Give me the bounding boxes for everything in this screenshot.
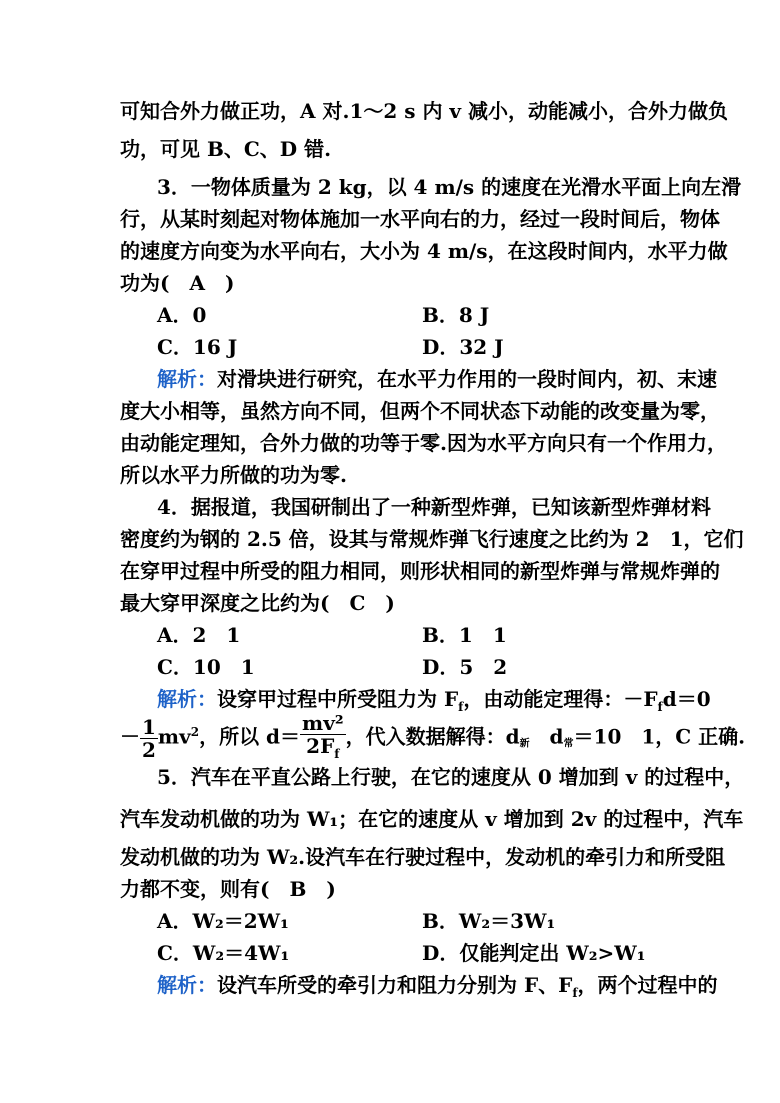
solution-text: d＝0: [662, 687, 711, 711]
option-c: C．10 1: [157, 655, 255, 679]
solution-label: 解析：: [157, 973, 217, 997]
solution-line: 所以水平力所做的功为零.: [120, 463, 347, 487]
fraction-numerator: mv²: [302, 710, 344, 735]
solution-text: mv: [157, 724, 191, 749]
subscript: f: [657, 700, 663, 714]
solution-line: [157, 364, 717, 394]
text-line: 功，可见 B、C、D 错.: [120, 137, 332, 161]
solution-text: －: [120, 724, 140, 749]
question-3-line: 功为( A ): [120, 271, 235, 295]
solution-text: 设穿甲过程中所受阻力为 F: [217, 687, 459, 711]
option-b: B．W₂＝3W₁: [422, 909, 556, 933]
subscript: f: [572, 986, 578, 1000]
solution-line: 由动能定理知，合外力做的功等于零.因为水平方向只有一个作用力，: [120, 431, 727, 455]
question-5-line: 5．汽车在平直公路上行驶，在它的速度从 0 增加到 v 的过程中，: [157, 765, 745, 789]
solution-text: ，代入数据解得：d: [345, 724, 520, 749]
solution-text: 对滑块进行研究，在水平力作用的一段时间内，初、末速: [217, 367, 717, 391]
question-5-line: 发动机做的功为 W₂.设汽车在行驶过程中，发动机的牵引力和所受阻: [120, 845, 726, 869]
fraction-denominator: $2F_f$: [306, 733, 340, 761]
solution-text: d: [529, 724, 564, 749]
question-3-line: 3．一物体质量为 2 kg，以 4 m/s 的速度在光滑水平面上向左滑: [157, 175, 742, 199]
question-4-line: 4．据报道，我国研制出了一种新型炸弹，已知该新型炸弹材料: [157, 495, 711, 519]
subscript: 新: [519, 738, 530, 750]
option-a: A．0: [157, 303, 207, 327]
question-4-line: 在穿甲过程中所受的阻力相同，则形状相同的新型炸弹与常规炸弹的: [120, 559, 720, 583]
question-4-line: 密度约为钢的 2.5 倍，设其与常规炸弹飞行速度之比约为 2 1，它们: [120, 527, 744, 551]
question-4-line: 最大穿甲深度之比约为( C ): [120, 591, 395, 615]
subscript: 常: [563, 738, 574, 750]
fraction-numerator: 1: [142, 714, 156, 739]
solution-text: ，所以 d＝: [199, 724, 301, 749]
fraction-denominator: 2: [142, 737, 156, 762]
fraction-half: [140, 716, 158, 761]
superscript: 2: [190, 725, 200, 739]
solution-label: 解析：: [157, 367, 217, 391]
option-a: A．2 1: [157, 623, 241, 647]
option-d: D．5 2: [422, 655, 508, 679]
option-b: B．8 J: [422, 303, 490, 327]
question-3-line: 的速度方向变为水平向右，大小为 4 m/s，在这段时间内，水平力做: [120, 239, 728, 263]
solution-text: ＝10 1，C 正确.: [573, 724, 746, 749]
solution-line: [157, 970, 718, 1008]
question-5-line: 汽车发动机做的功为 W₁；在它的速度从 v 增加到 2v 的过程中，汽车: [120, 807, 744, 831]
solution-formula-line: [120, 710, 746, 767]
option-c: C．16 J: [157, 335, 238, 359]
solution-line: 度大小相等，虽然方向不同，但两个不同状态下动能的改变量为零，: [120, 399, 720, 423]
option-c: C．W₂＝4W₁: [157, 941, 290, 965]
solution-label: 解析：: [157, 687, 217, 711]
option-b: B．1 1: [422, 623, 507, 647]
text-line: 可知合外力做正功，A 对.1～2 s 内 v 减小，动能减小，合外力做负: [120, 99, 729, 123]
fraction-d: [300, 712, 346, 765]
question-5-line: 力都不变，则有( B ): [120, 877, 336, 901]
option-d: D．仅能判定出 W₂>W₁: [422, 941, 646, 965]
question-3-line: 行，从某时刻起对物体施加一水平向右的力，经过一段时间后，物体: [120, 207, 720, 231]
option-d: D．32 J: [422, 335, 504, 359]
subscript: f: [458, 700, 464, 714]
option-a: A．W₂＝2W₁: [157, 909, 289, 933]
solution-text: 设汽车所受的牵引力和阻力分别为 F、F: [217, 973, 573, 997]
solution-text: ，由动能定理得：－F: [463, 687, 658, 711]
solution-text: ，两个过程中的: [577, 973, 718, 997]
